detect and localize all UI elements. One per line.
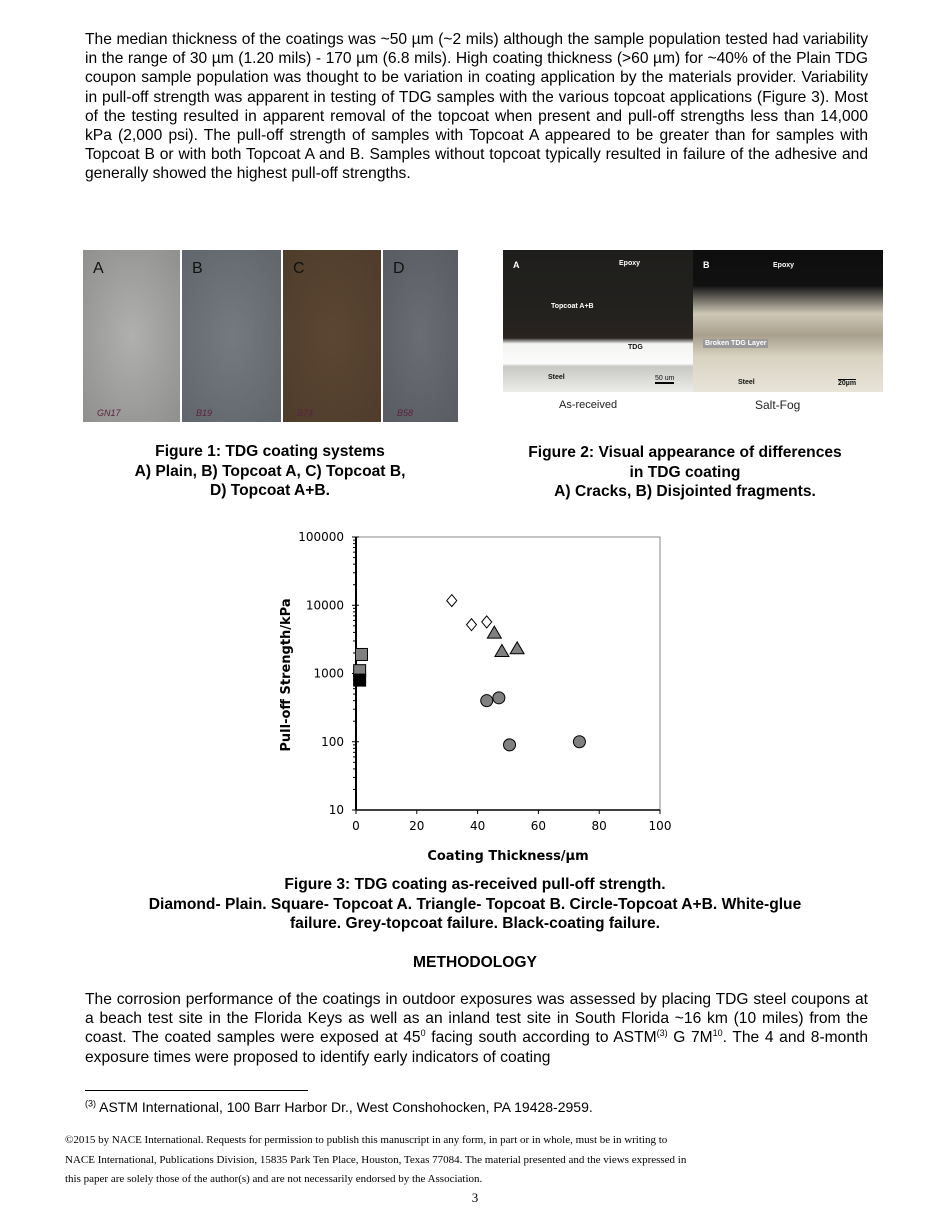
caption-line: Diamond- Plain. Square- Topcoat A. Triangle- Topcoat B. Circle-Topcoat A+B. White-glue (148, 895, 802, 913)
caption-line: D) Topcoat A+B. (210, 482, 330, 499)
data-point-triangle (487, 626, 501, 638)
data-point-square (354, 674, 366, 686)
x-tick-label: 0 (352, 819, 360, 833)
copyright-line: ©2015 by NACE International. Requests for permission to publish this manuscript in any form, in part or in whole, must be in writing to (65, 1134, 668, 1146)
x-tick-label: 100 (648, 819, 672, 833)
data-point-circle (493, 692, 505, 704)
figure3-chart (270, 525, 690, 870)
x-tick-label: 80 (591, 819, 607, 833)
x-tick-label: 20 (409, 819, 425, 833)
scale-bar: 20µm (838, 380, 857, 387)
methodology-paragraph (85, 990, 868, 1067)
data-point-diamond (482, 616, 492, 628)
coupon-marking: B58 (397, 408, 414, 418)
label-epoxy: Epoxy (773, 262, 795, 269)
coupon-d (383, 250, 458, 422)
intro-paragraph: The median thickness of the coatings was ~50 µm (~2 mils) although the sample population tested had variability in the range of 30 µm (1.20 mils) - 170 µm (6.8 mils). High coating thickness (>60 µm) for ~40% of the Plain TDG coupon sample population was thought to be variation in coating application by the materials provider. Variability in pull-off strength was apparent in testing of TDG samples with the various topcoat applications (Figure 3). Most of the testing resulted in apparent removal of the topcoat when present and pull-off strengths less than 14,000 kPa (2,000 psi). The pull-off strength of samples with Topcoat A appeared to be greater than for samples with Topcoat B or with both Topcoat A and B. Samples without topcoat typically resulted in failure of the adhesive and generally showed the highest pull-off strengths. (85, 31, 868, 183)
caption-line: A) Plain, B) Topcoat A, C) Topcoat B, (134, 462, 406, 480)
copyright-line: NACE International, Publications Division, 15835 Park Ten Place, Houston, Texas 77084. The material presented and the views expressed in (65, 1153, 687, 1166)
footnote-ref[interactable]: (3) (656, 1028, 668, 1039)
x-tick-label: 40 (469, 819, 486, 833)
figure2-caption (495, 443, 875, 502)
reference-ref[interactable]: 10 (712, 1028, 723, 1039)
label-steel: Steel (548, 374, 565, 381)
label-broken-layer: Broken TDG Layer (705, 340, 767, 347)
copyright-line: this paper are solely those of the author(s) and are not necessarily endorsed by the Association. (65, 1173, 483, 1185)
figure2-panel-b (693, 250, 883, 392)
x-tick-label: 60 (530, 819, 547, 833)
data-point-diamond (447, 595, 457, 607)
plot-frame (356, 537, 660, 810)
section-heading: METHODOLOGY (413, 954, 537, 971)
caption-line: Figure 1: TDG coating systems (155, 443, 385, 460)
caption-line: Figure 2: Visual appearance of differences (528, 444, 842, 461)
caption-line: A) Cracks, B) Disjointed fragments. (554, 483, 816, 500)
caption-line: Figure 3: TDG coating as-received pull-off strength. (284, 876, 666, 893)
coupon-c (283, 250, 381, 422)
y-tick-label: 10000 (305, 598, 344, 613)
text: The corrosion performance of the coatings in outdoor exposures was assessed by placing TDG steel coupons at a beach test site in the Florida Keys as well as an inland test site in South Florida ~16 km (10 miles) from the coast. The coated samples were exposed at 45 (85, 991, 868, 1047)
scale-bar: 50 um (655, 375, 675, 382)
footnote-divider (85, 1090, 308, 1091)
data-point-circle (481, 695, 493, 707)
x-axis-label: Coating Thickness/µm (427, 849, 589, 864)
page-number: 3 (471, 1190, 479, 1205)
copyright-notice (65, 1131, 686, 1190)
footnote-mark: (3) (85, 1098, 96, 1109)
data-point-circle (573, 736, 585, 748)
data-point-triangle (495, 645, 509, 657)
figure2-panel-a (503, 250, 693, 392)
panel-label: A (513, 260, 520, 270)
footnote (85, 1099, 593, 1115)
label-tdg: TDG (628, 344, 643, 351)
text: . The 4 and 8-month exposure times were proposed to identify early indicators of coating (85, 1029, 869, 1066)
subtitle-salt-fog: Salt-Fog (755, 398, 801, 412)
footnote-text: ASTM International, 100 Barr Harbor Dr., West Conshohocken, PA 19428-2959. (96, 1099, 593, 1115)
coupon-a (83, 250, 180, 422)
panel-label: A (93, 260, 104, 277)
data-point-diamond (467, 619, 477, 631)
label-steel: Steel (738, 379, 755, 386)
y-axis-label: Pull-off Strength/kPa (279, 598, 294, 752)
label-epoxy: Epoxy (619, 260, 641, 267)
figure3-caption (60, 875, 890, 934)
caption-line: in TDG coating (629, 463, 741, 481)
superscript: 0 (420, 1028, 426, 1039)
text: facing south according to ASTM (425, 1029, 657, 1047)
panel-label: C (293, 260, 305, 277)
data-point-circle (504, 739, 516, 751)
y-tick-label: 1000 (313, 666, 344, 681)
figure1-caption (90, 442, 450, 501)
panel-label: B (703, 260, 710, 270)
figure1-image (83, 250, 458, 422)
coupon-marking: B74 (297, 408, 314, 418)
coupon-marking: GN17 (97, 408, 121, 418)
y-tick-label: 100000 (298, 530, 344, 544)
coupon-marking: B19 (196, 408, 213, 418)
label-topcoat: Topcoat A+B (551, 303, 594, 310)
coupon-b (182, 250, 281, 422)
y-tick-label: 100 (321, 734, 344, 749)
y-tick-label: 10 (328, 803, 344, 817)
text: G 7M (667, 1029, 713, 1047)
subtitle-as-received: As-received (559, 399, 618, 411)
data-point-triangle (510, 642, 524, 654)
data-point-square (355, 648, 367, 660)
panel-label: B (192, 260, 203, 277)
caption-line: failure. Grey-topcoat failure. Black-coating failure. (289, 915, 660, 932)
panel-label: D (393, 260, 405, 277)
